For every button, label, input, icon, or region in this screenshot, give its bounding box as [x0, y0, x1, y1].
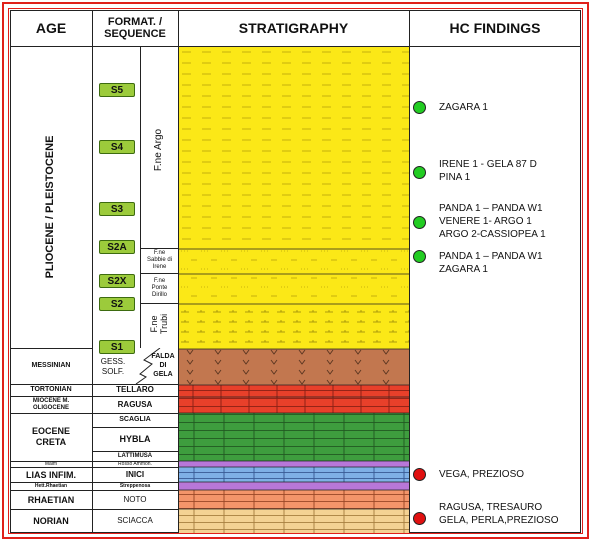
- formation-falda-line1: FALDA: [151, 352, 175, 360]
- age-norian: NORIAN: [33, 516, 69, 526]
- header-stratigraphy: STRATIGRAPHY: [238, 20, 349, 36]
- formation-trubi: [148, 291, 170, 354]
- hc-dot-gas-4: [413, 250, 426, 263]
- layer-sciacca-texture: [179, 509, 409, 533]
- formation-gess-line1: GESS.: [100, 357, 126, 366]
- col-divider-3: [409, 10, 410, 533]
- formation-trubi-line1: F.ne: [149, 315, 159, 333]
- age-eocene-line2: CRETA: [35, 437, 67, 447]
- sequence-s2: S2: [99, 297, 135, 311]
- header-age: AGE: [35, 20, 67, 36]
- sequence-s4: S4: [99, 140, 135, 154]
- sequence-s2a: S2A: [99, 240, 135, 254]
- formation-ragusa: RAGUSA: [117, 399, 153, 409]
- formation-trubi-line2: Trubi: [159, 313, 169, 335]
- layer-rosso: [179, 461, 409, 467]
- formation-streppenosa: Streppenosa: [119, 483, 151, 489]
- age-eocene-line1: EOCENE: [31, 426, 70, 436]
- age-lias: LIAS INFIM.: [26, 469, 76, 480]
- formation-falda-gela: [148, 350, 178, 380]
- hc-text-2a: IRENE 1 - GELA 87 D: [439, 159, 537, 170]
- hc-text-3b: VENERE 1- ARGO 1: [439, 216, 532, 227]
- age-malm: Malm: [44, 461, 58, 467]
- age-miocene: [10, 396, 92, 413]
- hc-text-6b: GELA, PERLA,PREZIOSO: [439, 515, 559, 526]
- hc-text-6a: RAGUSA, TRESAURO: [439, 502, 543, 513]
- formation-lattimusa: LATTIMUSA: [117, 453, 153, 459]
- hc-dot-oil-1: [413, 468, 426, 481]
- age-messinian: MESSINIAN: [31, 362, 71, 369]
- layer-hybla-texture: [179, 413, 409, 461]
- formation-gess-line2: SOLF.: [101, 367, 125, 376]
- layer-messinian-texture: [179, 349, 409, 385]
- formation-ponte-line1: F.ne: [153, 277, 166, 284]
- formation-sabbie-line3: Irene: [152, 264, 167, 270]
- hc-text-3a: PANDA 1 – PANDA W1: [439, 203, 543, 214]
- layer-tellaro-texture: [179, 385, 409, 397]
- header-format: [92, 10, 178, 46]
- layer-sabbie-irene-texture: [179, 249, 409, 274]
- formation-sabbie-line1: F.ne: [153, 250, 166, 256]
- formation-sabbie-line2: Sabbie di: [146, 257, 173, 263]
- formation-sciacca: SCIACCA: [117, 516, 153, 525]
- layer-inici-texture: [179, 467, 409, 482]
- formation-falda-line3: GELA: [153, 370, 173, 378]
- formation-scaglia: SCAGLIA: [119, 416, 151, 423]
- hc-text-4a: PANDA 1 – PANDA W1: [439, 251, 543, 262]
- hc-dot-oil-2: [413, 512, 426, 525]
- layer-noto-texture: [179, 490, 409, 509]
- layer-ragusa-texture: [179, 397, 409, 413]
- age-tortonian: TORTONIAN: [30, 386, 72, 393]
- formation-inici: INICI: [125, 469, 145, 479]
- hc-text-4b: ZAGARA 1: [439, 264, 488, 275]
- formation-gess-solf: [93, 352, 133, 382]
- formation-rosso: Rosso Ammon.: [118, 461, 152, 467]
- hc-text-2b: PINA 1: [439, 172, 471, 183]
- sequence-s2x: S2X: [99, 274, 135, 288]
- header-format-line1: FORMAT. /: [107, 16, 163, 28]
- formation-ponte-line2: Ponte: [151, 284, 168, 291]
- hc-text-1: ZAGARA 1: [439, 102, 488, 113]
- formation-falda-line2: DI: [159, 361, 167, 369]
- hc-text-5: VEGA, PREZIOSO: [439, 469, 525, 480]
- formation-sabbie-irene: [141, 248, 178, 273]
- age-plio-pleistocene: PLIOCENE / PLEISTOCENE: [44, 135, 56, 279]
- age-miocene-line2: OLIGOCENE: [32, 404, 69, 411]
- sequence-s1: S1: [99, 340, 135, 354]
- header-format-line2: SEQUENCE: [104, 28, 166, 40]
- formation-tellaro: TELLARO: [116, 385, 154, 394]
- formation-ponte-line3: Dirillo: [152, 291, 167, 298]
- sequence-s3: S3: [99, 202, 135, 216]
- formation-hybla: HYBLA: [119, 434, 151, 444]
- stratigraphy-column: [179, 47, 409, 533]
- hc-dot-gas-1: [413, 101, 426, 114]
- layer-ponte-dirillo-texture: [179, 274, 409, 304]
- hc-dot-gas-2: [413, 166, 426, 179]
- header-hc-findings: HC FINDINGS: [449, 20, 541, 36]
- hc-dot-gas-3: [413, 216, 426, 229]
- layer-trubi-texture: [179, 304, 409, 349]
- layer-streppenosa: [179, 482, 409, 490]
- layer-argo-texture: [179, 47, 409, 249]
- sequence-s5: S5: [99, 83, 135, 97]
- formation-argo: F.ne Argo: [153, 128, 164, 172]
- age-eocene-creta: [10, 413, 92, 461]
- age-miocene-line1: MIOCENE M.: [32, 397, 70, 404]
- age-hett: Hett.Rhaetian: [34, 483, 68, 489]
- hc-text-3c: ARGO 2-CASSIOPEA 1: [439, 229, 546, 240]
- age-rhaetian: RHAETIAN: [27, 494, 75, 505]
- formation-noto: NOTO: [123, 494, 147, 504]
